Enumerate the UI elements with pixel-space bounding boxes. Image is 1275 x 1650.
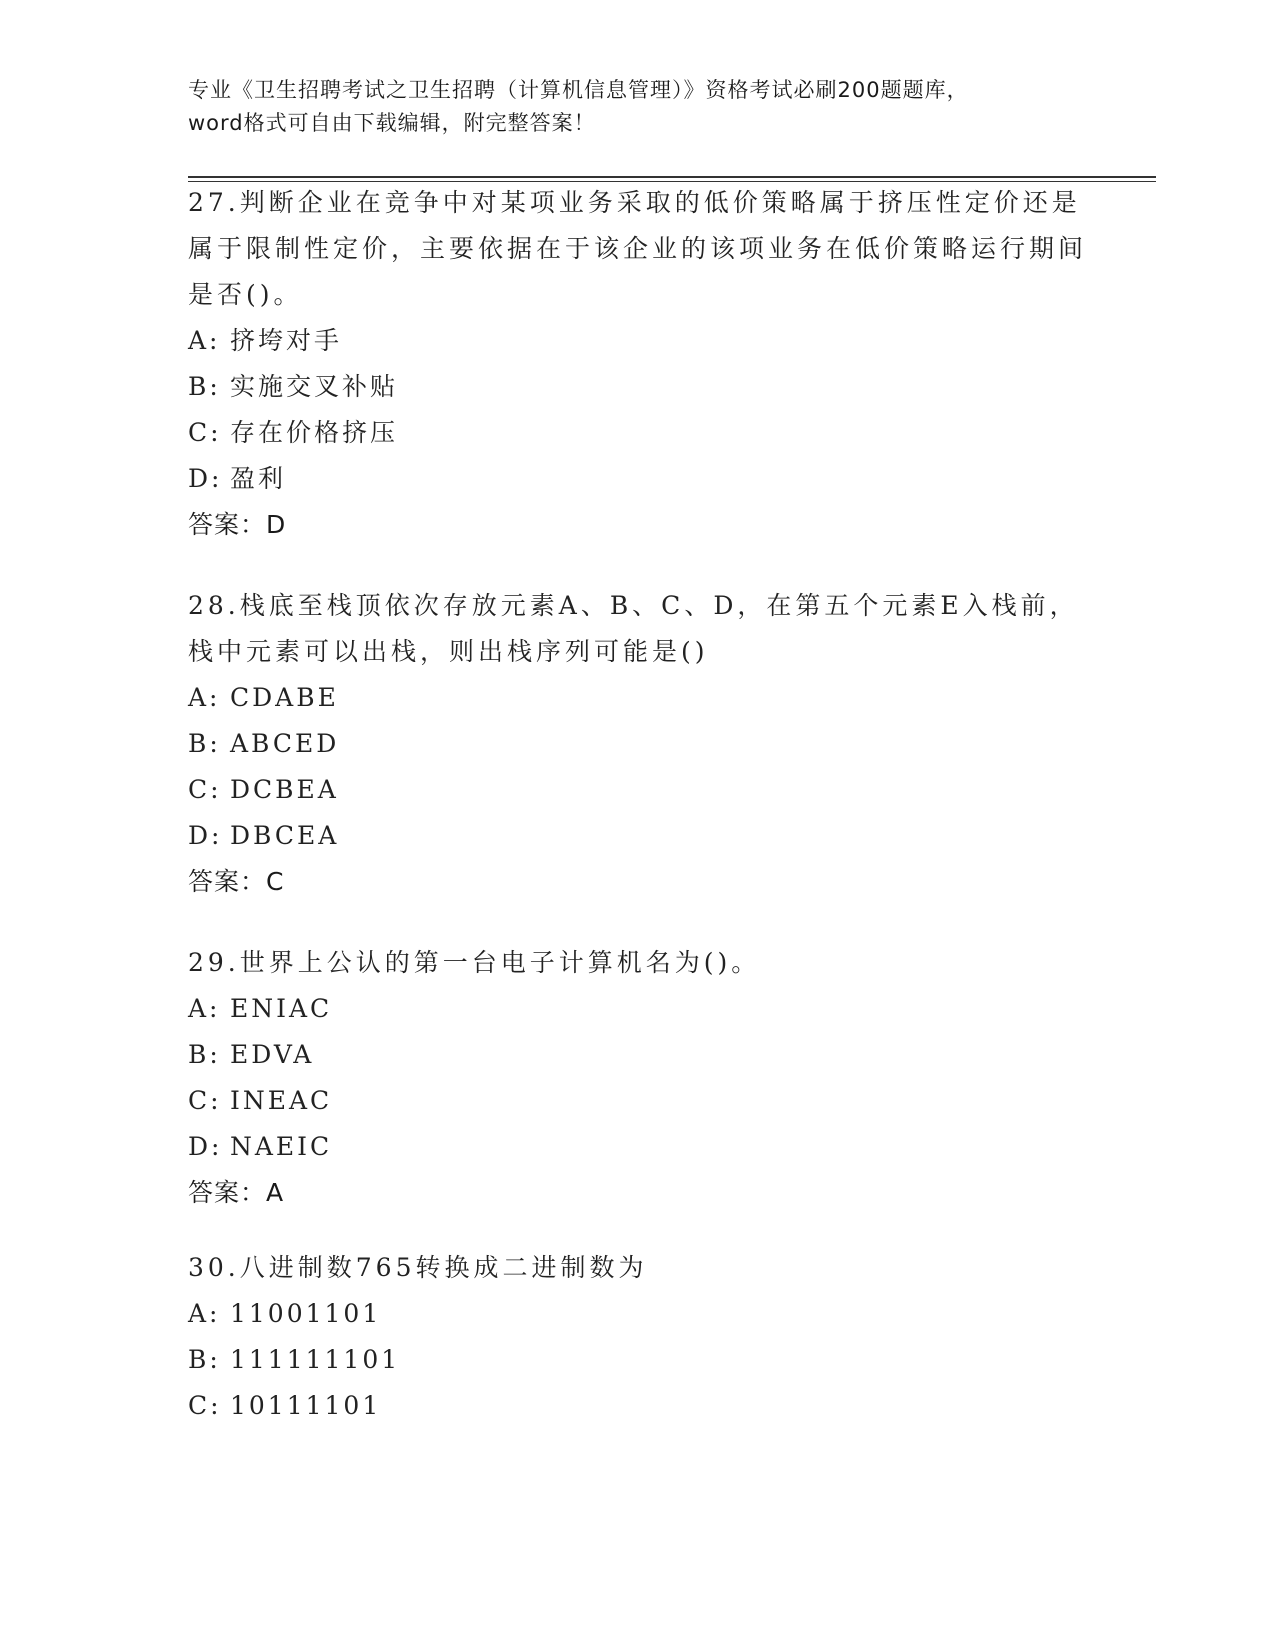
option-letter: B: — [188, 372, 221, 401]
question-27 — [188, 180, 1088, 548]
option-text: DCBEA — [230, 775, 339, 804]
option-text: ENIAC — [230, 994, 333, 1023]
option-c — [188, 1383, 1088, 1429]
option-letter: A: — [188, 1299, 221, 1328]
option-d — [188, 813, 1088, 859]
option-b — [188, 1337, 1088, 1383]
header-line-2: word格式可自由下载编辑，附完整答案！ — [188, 111, 596, 135]
option-c — [188, 767, 1088, 813]
option-c — [188, 410, 1088, 456]
document-header — [188, 74, 1088, 140]
option-text: 存在价格挤压 — [230, 418, 399, 447]
option-text: INEAC — [230, 1086, 333, 1115]
option-letter: A: — [188, 683, 221, 712]
option-text: NAEIC — [230, 1132, 333, 1161]
option-a — [188, 1291, 1088, 1337]
question-29 — [188, 940, 1088, 1216]
option-text: 实施交叉补贴 — [230, 372, 399, 401]
option-letter: A: — [188, 326, 221, 355]
option-a — [188, 675, 1088, 721]
option-text: 10111101 — [230, 1391, 382, 1420]
option-c — [188, 1078, 1088, 1124]
option-letter: D: — [188, 821, 223, 850]
answer-line: 答案：D — [188, 510, 287, 539]
option-letter: C: — [188, 1086, 222, 1115]
option-text: 11001101 — [230, 1299, 382, 1328]
option-letter: D: — [188, 1132, 223, 1161]
question-text: 28.栈底至栈顶依次存放元素A、B、C、D，在第五个元素E入栈前，栈中元素可以出栈，则出栈序列可能是() — [188, 591, 1079, 666]
question-30 — [188, 1245, 1088, 1429]
option-letter: B: — [188, 729, 221, 758]
option-d — [188, 456, 1088, 502]
option-a — [188, 318, 1088, 364]
option-text: 挤垮对手 — [230, 326, 343, 355]
header-divider-thick — [188, 176, 1156, 178]
option-letter: D: — [188, 464, 223, 493]
question-text: 29.世界上公认的第一台电子计算机名为()。 — [188, 948, 761, 977]
option-letter: B: — [188, 1040, 221, 1069]
question-28 — [188, 583, 1088, 905]
option-d — [188, 1124, 1088, 1170]
option-text: EDVA — [230, 1040, 315, 1069]
answer-line: 答案：C — [188, 867, 285, 896]
option-b — [188, 721, 1088, 767]
option-letter: A: — [188, 994, 221, 1023]
option-b — [188, 364, 1088, 410]
option-a — [188, 986, 1088, 1032]
option-text: CDABE — [230, 683, 339, 712]
option-b — [188, 1032, 1088, 1078]
option-text: 盈利 — [230, 464, 287, 493]
option-letter: C: — [188, 418, 222, 447]
option-text: ABCED — [230, 729, 340, 758]
option-text: DBCEA — [230, 821, 340, 850]
question-text: 27.判断企业在竞争中对某项业务采取的低价策略属于挤压性定价还是属于限制性定价，主要依据在于该企业的该项业务在低价策略运行期间是否()。 — [188, 188, 1088, 309]
header-line-1: 专业《卫生招聘考试之卫生招聘（计算机信息管理）》资格考试必刷200题题库， — [188, 78, 969, 102]
option-letter: C: — [188, 775, 222, 804]
option-letter: B: — [188, 1345, 221, 1374]
question-text: 30.八进制数765转换成二进制数为 — [188, 1253, 648, 1282]
option-text: 111111101 — [230, 1345, 401, 1374]
answer-line: 答案：A — [188, 1178, 285, 1207]
option-letter: C: — [188, 1391, 222, 1420]
